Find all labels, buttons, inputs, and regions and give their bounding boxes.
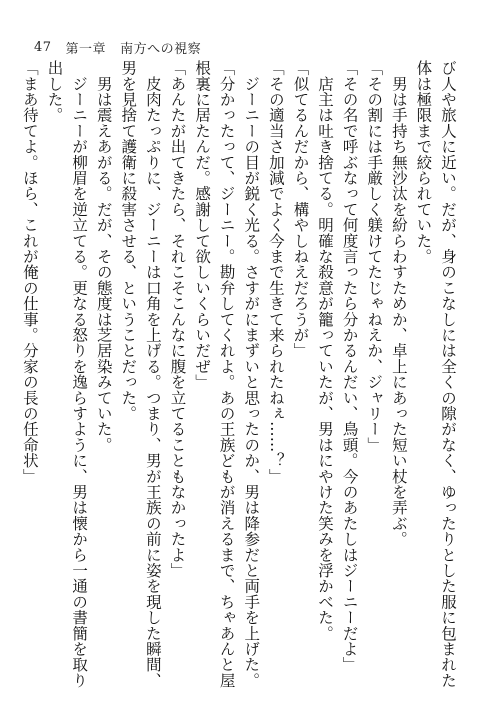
- text-line-5: 「その名で呼ぶなって何度言ったら分かるんだい、鳥頭。今のあたしはジーニーだよ」: [340, 60, 359, 673]
- chapter-title: 南方への視察: [120, 41, 202, 57]
- text-line-11: 根裏に居たんだ。感謝して欲しいくらいだぜ」: [193, 60, 212, 390]
- text-line-16: ジーニーが柳眉を逆立てる。更なる怒りを逸らすように、男は懐から一通の書簡を取り: [70, 60, 89, 688]
- text-line-4: 「その割には手厳しく躾けてたじゃねえか、ジャリー」: [365, 60, 384, 453]
- text-line-18: 「まあ待てよ。ほら、これが俺の仕事。分家の長の任命状」: [20, 60, 39, 484]
- text-line-13: 皮肉たっぷりに、ジーニーは口角を上げる。つまり、男が王族の前に姿を現した瞬間、: [143, 60, 162, 688]
- text-line-12: 「あんたが出てきたら、それこそこんなに腹を立てることもなかったよ」: [168, 60, 187, 579]
- running-header: [34, 36, 201, 58]
- text-line-9: ジーニーの目が鋭く光る。さすがにまずいと思ったのか、男は降参だと両手を上げた。: [242, 60, 261, 688]
- text-line-2: 体は極限まで絞られていた。: [414, 60, 433, 265]
- text-line-3: 男は手持ち無沙汰を紛らわすためか、卓上にあった短い杖を弄ぶ。: [389, 60, 408, 547]
- vertical-text-body: [20, 60, 460, 688]
- text-line-8: 「その適当さ加減でよく今まで生きて来られたねぇ……？」: [266, 60, 285, 484]
- text-line-7: 「似てるんだから、構やしねえだろうが」: [291, 60, 310, 359]
- text-line-10: 「分かったって、ジーニー。勘弁してくれよ。あの王族どもが消えるまで、ちゃあんと屋: [217, 60, 236, 688]
- text-line-1: び人や旅人に近い。だが、身のこなしには全くの隙がなく、ゆったりとした服に包まれた: [439, 60, 457, 688]
- page-number: 47: [34, 39, 52, 55]
- chapter-label: 第一章: [65, 41, 107, 57]
- text-line-6: 店主は吐き捨てる。明確な殺意が籠っていたが、男はにやけた笑みを浮かべた。: [316, 60, 335, 641]
- text-line-14: 男を見捨て護衛に殺害させる、ということだった。: [119, 60, 138, 422]
- text-line-17: 出した。: [45, 60, 64, 123]
- text-line-15: 男は震えあがる。だが、その態度は芝居染みていた。: [94, 60, 113, 453]
